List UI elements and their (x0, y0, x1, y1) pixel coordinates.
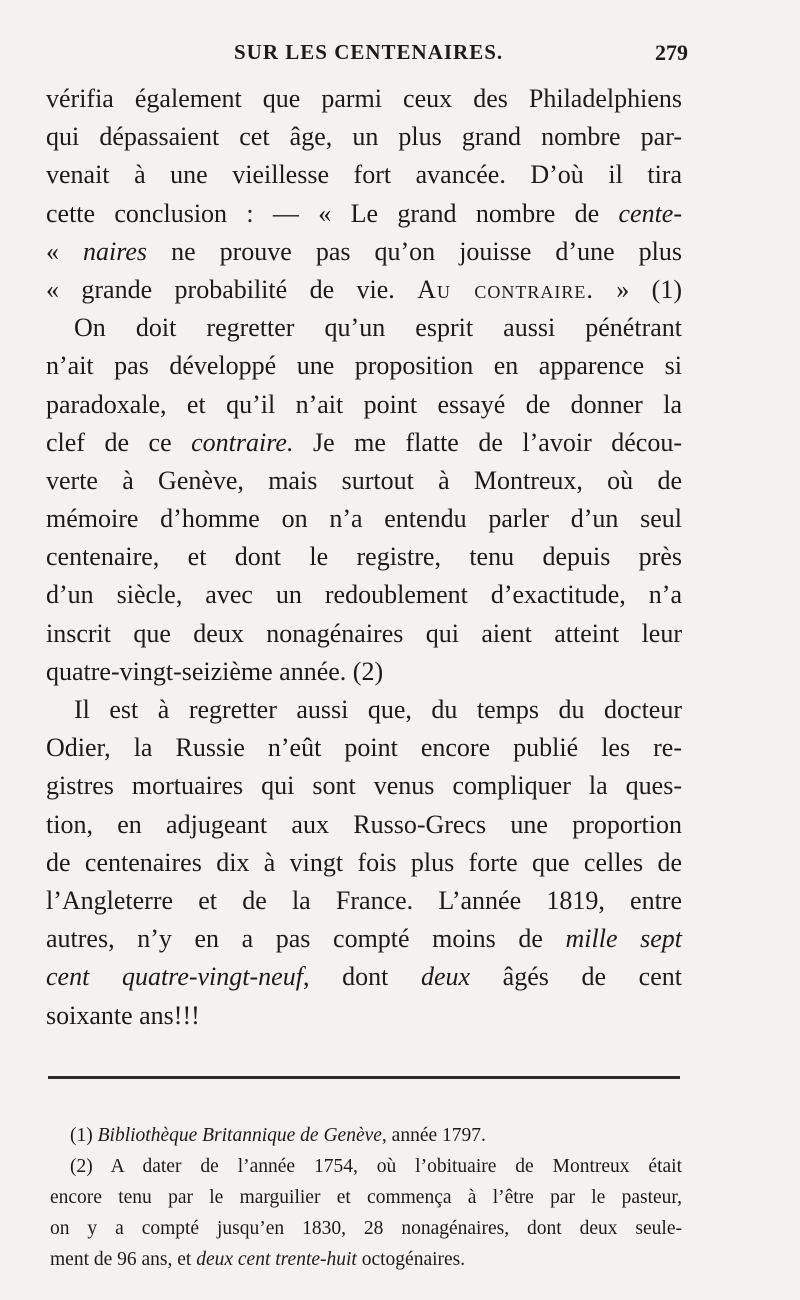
text-line: tion, en adjugeant aux Russo-Grecs une proportion (46, 809, 682, 839)
text-line: venait à une vieillesse fort avancée. D’où il tira (46, 160, 682, 190)
footnote-1: (1) Bibliothèque Britannique de Genève, année 1797. (70, 1125, 486, 1146)
text-line: d’un siècle, avec un redoublement d’exactitude, n’a (46, 580, 682, 610)
text-line: soixante ans!!! (46, 1000, 200, 1030)
footnote-2-line: encore tenu par le marguilier et commença à l’être par le pasteur, (50, 1187, 682, 1208)
footnote-2-line: (2) A dater de l’année 1754, où l’obituaire de Montreux était (70, 1156, 682, 1177)
text-line: autres, n’y en a pas compté moins de mille sept (46, 924, 682, 954)
footnote-2-line: ment de 96 ans, et deux cent trente-huit octogénaires. (50, 1249, 466, 1270)
text-line: de centenaires dix à vingt fois plus forte que celles de (46, 847, 682, 877)
text-line: qui dépassaient cet âge, un plus grand nombre par- (46, 122, 682, 152)
footnote-rule (48, 1076, 680, 1079)
text-line: vérifia également que parmi ceux des Philadelphiens (46, 84, 682, 113)
footnotes (50, 1120, 682, 1275)
text-line: mémoire d’homme on n’a entendu parler d’un seul (46, 504, 682, 534)
running-title: SUR LES CENTENAIRES. (234, 40, 504, 64)
page-number: 279 (655, 40, 688, 65)
text-line: cette conclusion : — « Le grand nombre de cente- (46, 198, 682, 228)
text-line: paradoxale, et qu’il n’ait point essayé de donner la (46, 389, 682, 419)
text-line: « naires ne prouve pas qu’on jouisse d’une plus (46, 236, 682, 266)
text-line: quatre-vingt-seizième année. (2) (46, 656, 384, 686)
text-line: On doit regretter qu’un esprit aussi pénétrant (74, 313, 682, 343)
page-header (48, 40, 688, 74)
text-line: cent quatre-vingt-neuf, dont deux âgés de cent (46, 962, 682, 992)
text-line: clef de ce contraire. Je me flatte de l’avoir décou- (46, 427, 682, 457)
text-line: « grande probabilité de vie. Au contraire. » (1) (46, 274, 682, 304)
text-line: gistres mortuaires qui sont venus compliquer la ques- (46, 771, 682, 801)
text-line: l’Angleterre et de la France. L’année 1819, entre (46, 885, 682, 915)
text-line: centenaire, et dont le registre, tenu depuis près (46, 542, 682, 572)
text-line: Odier, la Russie n’eût point encore publié les re- (46, 733, 682, 763)
text-line: verte à Genève, mais surtout à Montreux, où de (46, 465, 682, 495)
text-line: inscrit que deux nonagénaires qui aient atteint leur (46, 618, 682, 648)
text-line: n’ait pas développé une proposition en apparence si (46, 351, 682, 381)
main-text (46, 80, 682, 1035)
text-line: Il est à regretter aussi que, du temps du docteur (74, 695, 682, 724)
footnote-2-line: on y a compté jusqu’en 1830, 28 nonagénaires, dont deux seule- (50, 1218, 682, 1239)
